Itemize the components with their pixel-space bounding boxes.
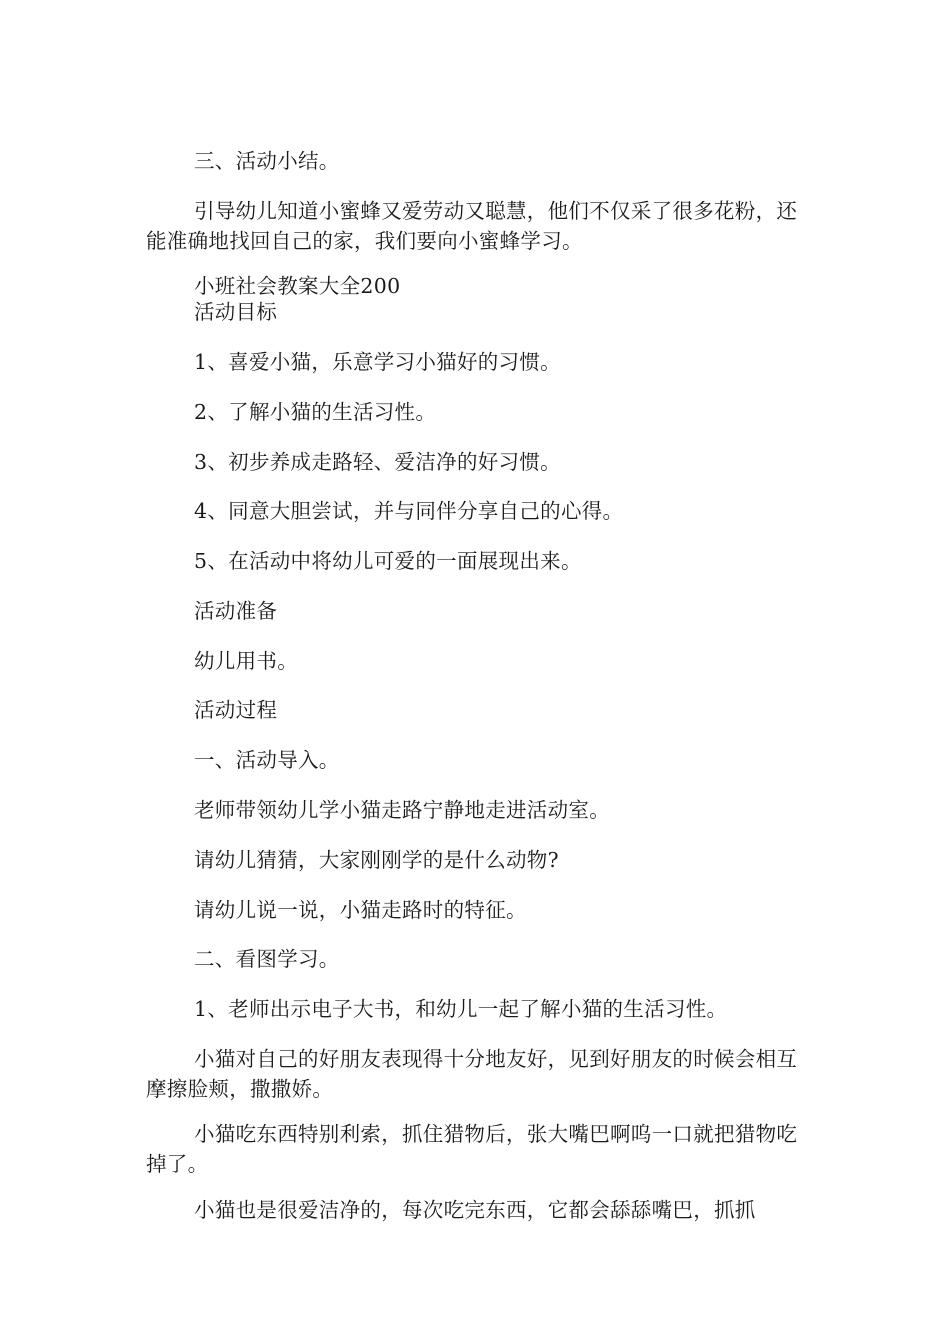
goal-item-1: 1、喜爱小猫，乐意学习小猫好的习惯。 [194, 350, 561, 374]
section-heading-goals: 活动目标 [194, 300, 278, 324]
goal-item-5: 5、在活动中将幼儿可爱的一面展现出来。 [194, 549, 582, 573]
process-paragraph: 请幼儿猜猜，大家刚刚学的是什么动物? [194, 848, 559, 872]
goal-item-3: 3、初步养成走路轻、爱洁净的好习惯。 [194, 450, 561, 474]
process-step-2-heading: 二、看图学习。 [194, 947, 340, 971]
paragraph-summary-heading: 三、活动小结。 [194, 149, 340, 173]
paragraph-summary-text: 引导幼儿知道小蜜蜂又爱劳动又聪慧，他们不仅采了很多花粉，还能准确地找回自己的家，我们要向小蜜蜂学习。 [146, 199, 798, 253]
goal-item-2: 2、了解小猫的生活习性。 [194, 400, 437, 424]
process-paragraph: 小猫对自己的好朋友表现得十分地友好，见到好朋友的时候会相互摩擦脸颊，撒撒娇。 [146, 1047, 798, 1101]
document-title: 小班社会教案大全200 [194, 274, 401, 298]
section-heading-process: 活动过程 [194, 698, 278, 722]
process-paragraph: 小猫也是很爱洁净的，每次吃完东西，它都会舔舔嘴巴，抓抓 [194, 1198, 756, 1222]
process-paragraph: 小猫吃东西特别利索，抓住猎物后，张大嘴巴啊呜一口就把猎物吃掉了。 [146, 1122, 798, 1176]
goal-item-4: 4、同意大胆尝试，并与同伴分享自己的心得。 [194, 499, 624, 523]
process-step-1-heading: 一、活动导入。 [194, 748, 340, 772]
process-paragraph: 请幼儿说一说，小猫走路时的特征。 [194, 898, 527, 922]
section-heading-preparation: 活动准备 [194, 599, 278, 623]
process-paragraph: 老师带领幼儿学小猫走路宁静地走进活动室。 [194, 798, 610, 822]
process-paragraph: 1、老师出示电子大书，和幼儿一起了解小猫的生活习性。 [194, 997, 728, 1021]
preparation-text: 幼儿用书。 [194, 649, 298, 673]
